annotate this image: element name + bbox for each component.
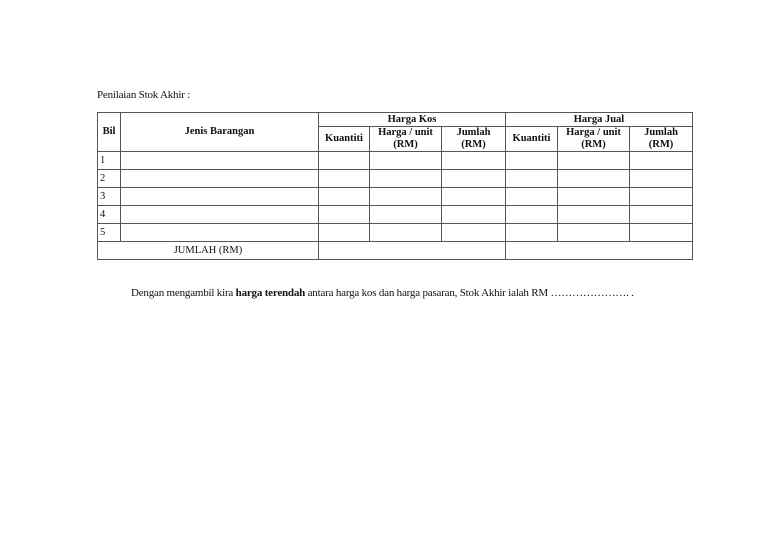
row-number: 4: [98, 206, 121, 224]
item-cell[interactable]: [121, 152, 319, 170]
header-cost-unit-price: Harga / unit (RM): [370, 127, 442, 152]
note-emphasis: harga terendah: [235, 287, 306, 299]
row-number: 2: [98, 170, 121, 188]
cost-grand-total-cell[interactable]: [319, 242, 506, 260]
header-sell-unit-price: Harga / unit (RM): [558, 127, 630, 152]
sell-qty-cell[interactable]: [506, 206, 558, 224]
sell-unit-price-cell[interactable]: [558, 206, 630, 224]
item-cell[interactable]: [121, 206, 319, 224]
cost-total-cell[interactable]: [442, 188, 506, 206]
sell-total-cell[interactable]: [630, 188, 693, 206]
sell-unit-price-cell[interactable]: [558, 170, 630, 188]
conclusion-note: [131, 287, 634, 299]
sell-qty-cell[interactable]: [506, 152, 558, 170]
section-heading: Penilaian Stok Akhir :: [97, 89, 191, 101]
cost-qty-cell[interactable]: [319, 170, 370, 188]
cost-total-cell[interactable]: [442, 224, 506, 242]
total-row: [98, 242, 693, 260]
header-cost-total: Jumlah (RM): [442, 127, 506, 152]
note-text-after: antara harga kos dan harga pasaran, Stok Akhir ialah RM …………………. .: [305, 287, 634, 299]
table-row: [98, 170, 693, 188]
sell-total-cell[interactable]: [630, 152, 693, 170]
cost-qty-cell[interactable]: [319, 224, 370, 242]
cost-total-cell[interactable]: [442, 170, 506, 188]
note-text-before: Dengan mengambil kira: [131, 287, 236, 299]
cost-unit-price-cell[interactable]: [370, 224, 442, 242]
sell-grand-total-cell[interactable]: [506, 242, 693, 260]
cost-unit-price-cell[interactable]: [370, 206, 442, 224]
sell-total-cell[interactable]: [630, 224, 693, 242]
sell-unit-price-cell[interactable]: [558, 152, 630, 170]
table-row: [98, 152, 693, 170]
sell-qty-cell[interactable]: [506, 170, 558, 188]
sell-qty-cell[interactable]: [506, 224, 558, 242]
stock-valuation-table: [97, 112, 693, 260]
cost-total-cell[interactable]: [442, 152, 506, 170]
cost-total-cell[interactable]: [442, 206, 506, 224]
table-row: [98, 206, 693, 224]
cost-unit-price-cell[interactable]: [370, 170, 442, 188]
sell-total-cell[interactable]: [630, 170, 693, 188]
header-item: Jenis Barangan: [121, 113, 319, 152]
item-cell[interactable]: [121, 188, 319, 206]
sell-unit-price-cell[interactable]: [558, 188, 630, 206]
sell-total-cell[interactable]: [630, 206, 693, 224]
item-cell[interactable]: [121, 224, 319, 242]
item-cell[interactable]: [121, 170, 319, 188]
row-number: 3: [98, 188, 121, 206]
header-sell-group: Harga Jual: [506, 113, 693, 127]
cost-unit-price-cell[interactable]: [370, 188, 442, 206]
header-cost-qty: Kuantiti: [319, 127, 370, 152]
header-sell-qty: Kuantiti: [506, 127, 558, 152]
row-number: 5: [98, 224, 121, 242]
header-bil: Bil: [98, 113, 121, 152]
sell-unit-price-cell[interactable]: [558, 224, 630, 242]
header-cost-group: Harga Kos: [319, 113, 506, 127]
cost-qty-cell[interactable]: [319, 152, 370, 170]
total-label: JUMLAH (RM): [98, 242, 319, 260]
cost-qty-cell[interactable]: [319, 188, 370, 206]
cost-unit-price-cell[interactable]: [370, 152, 442, 170]
row-number: 1: [98, 152, 121, 170]
table-row: [98, 224, 693, 242]
table-row: [98, 188, 693, 206]
cost-qty-cell[interactable]: [319, 206, 370, 224]
header-sell-total: Jumlah (RM): [630, 127, 693, 152]
sell-qty-cell[interactable]: [506, 188, 558, 206]
